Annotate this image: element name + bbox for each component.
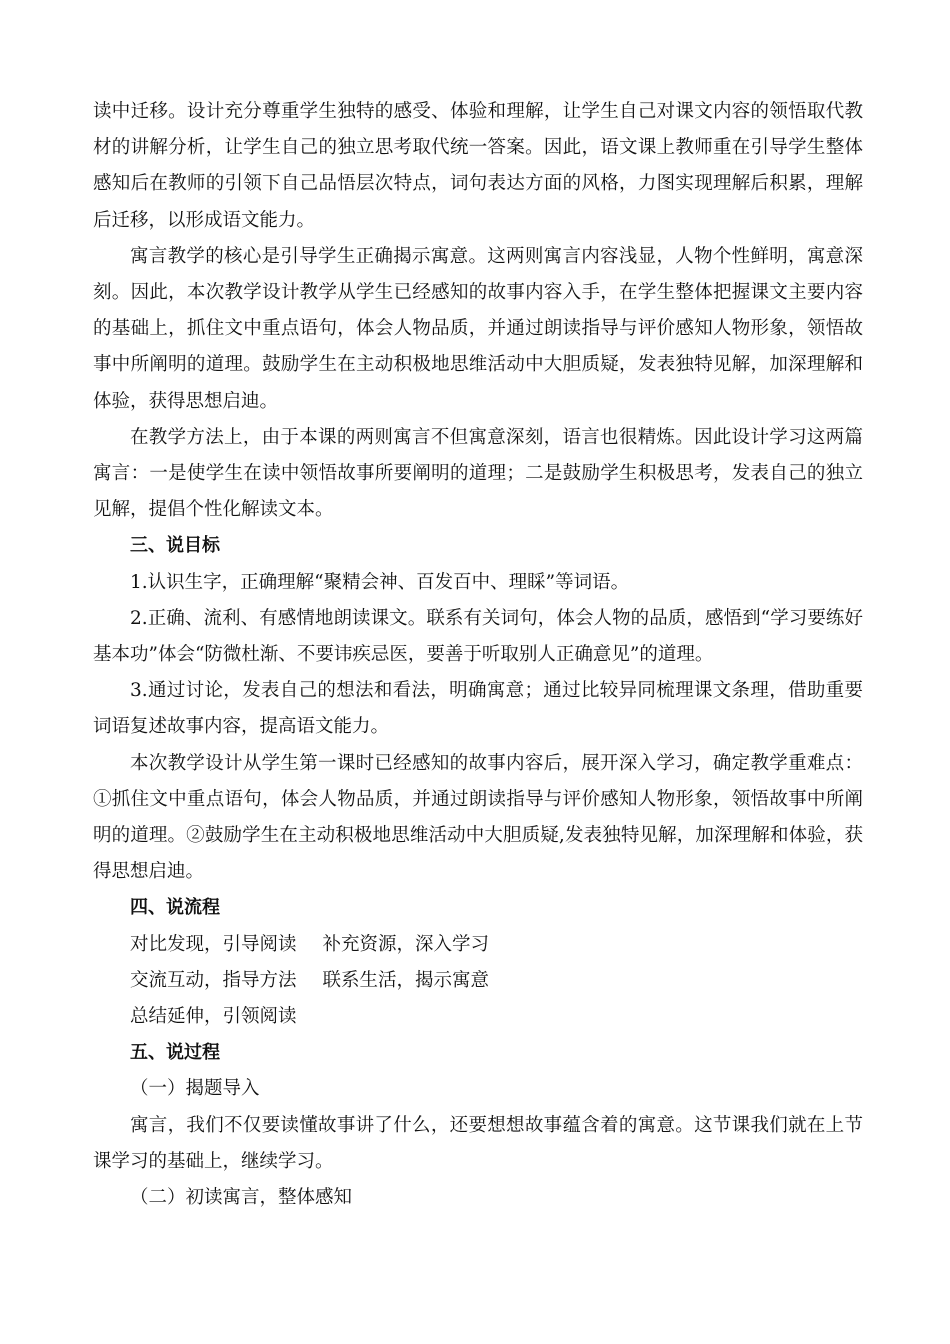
goal-item-2: 2.正确、流利、有感情地朗读课文。联系有关词句，体会人物的品质，感悟到“学习要练好基本功”体会“防微杜渐、不要讳疾忌医，要善于听取别人正确意见”的道理。 [93,607,863,666]
step-title-2: （二）初读寓言，整体感知 [130,1187,353,1209]
section-heading-goals: 三、说目标 [130,535,220,557]
step-title-1: （一）揭题导入 [130,1078,260,1100]
flow-step: 交流互动，指导方法 [130,969,297,991]
flow-step: 联系生活，揭示寓意 [322,969,490,991]
flow-line-2 [93,963,863,999]
document-page [93,94,863,1216]
section-heading-flow: 四、说流程 [130,897,220,919]
flow-step: 总结延伸，引领阅读 [130,1006,297,1028]
paragraph-fable-core: 寓言教学的核心是引导学生正确揭示寓意。这两则寓言内容浅显，人物个性鲜明，寓意深刻。因此，本次教学设计教学从学生已经感知的故事内容入手，在学生整体把握课文主要内容的基础上，抓住文中重点语句，体会人物品质，并通过朗读指导与评价感知人物形象，领悟故事中所阐明的道理。鼓励学生在主动积极地思维活动中大胆质疑，发表独特见解，加深理解和体验，获得思想启迪。 [93,245,863,412]
paragraph-teaching-method: 在教学方法上，由于本课的两则寓言不但寓意深刻，语言也很精炼。因此设计学习这两篇寓言：一是使学生在读中领悟故事所要阐明的道理；二是鼓励学生积极思考，发表自己的独立见解，提倡个性化解读文本。 [93,426,863,521]
flow-step: 对比发现，引导阅读 [130,933,297,955]
flow-step: 补充资源，深入学习 [322,933,490,955]
flow-line-3 [93,999,863,1035]
flow-line-1 [93,927,863,963]
section-heading-process: 五、说过程 [130,1042,220,1064]
paragraph-intro-continued: 读中迁移。设计充分尊重学生独特的感受、体验和理解，让学生自己对课文内容的领悟取代教材的讲解分析，让学生自己的独立思考取代统一答案。因此，语文课上教师重在引导学生整体感知后在教师的引领下自己品悟层次特点，词句表达方面的风格，力图实现理解后积累，理解后迁移，以形成语文能力。 [93,101,863,231]
paragraph-key-difficulties: 本次教学设计从学生第一课时已经感知的故事内容后，展开深入学习，确定教学重难点：①抓住文中重点语句，体会人物品质，并通过朗读指导与评价感知人物形象，领悟故事中所阐明的道理。②鼓励学生在主动积极地思维活动中大胆质疑,发表独特见解，加深理解和体验，获得思想启迪。 [93,752,863,883]
goal-item-1: 1.认识生字，正确理解“聚精会神、百发百中、理睬”等词语。 [130,571,630,593]
step-text-1: 寓言，我们不仅要读懂故事讲了什么，还要想想故事蕴含着的寓意。这节课我们就在上节课学习的基础上，继续学习。 [93,1114,863,1172]
goal-item-3: 3.通过讨论，发表自己的想法和看法，明确寓意；通过比较异同梳理课文条理，借助重要词语复述故事内容，提高语文能力。 [93,680,863,738]
